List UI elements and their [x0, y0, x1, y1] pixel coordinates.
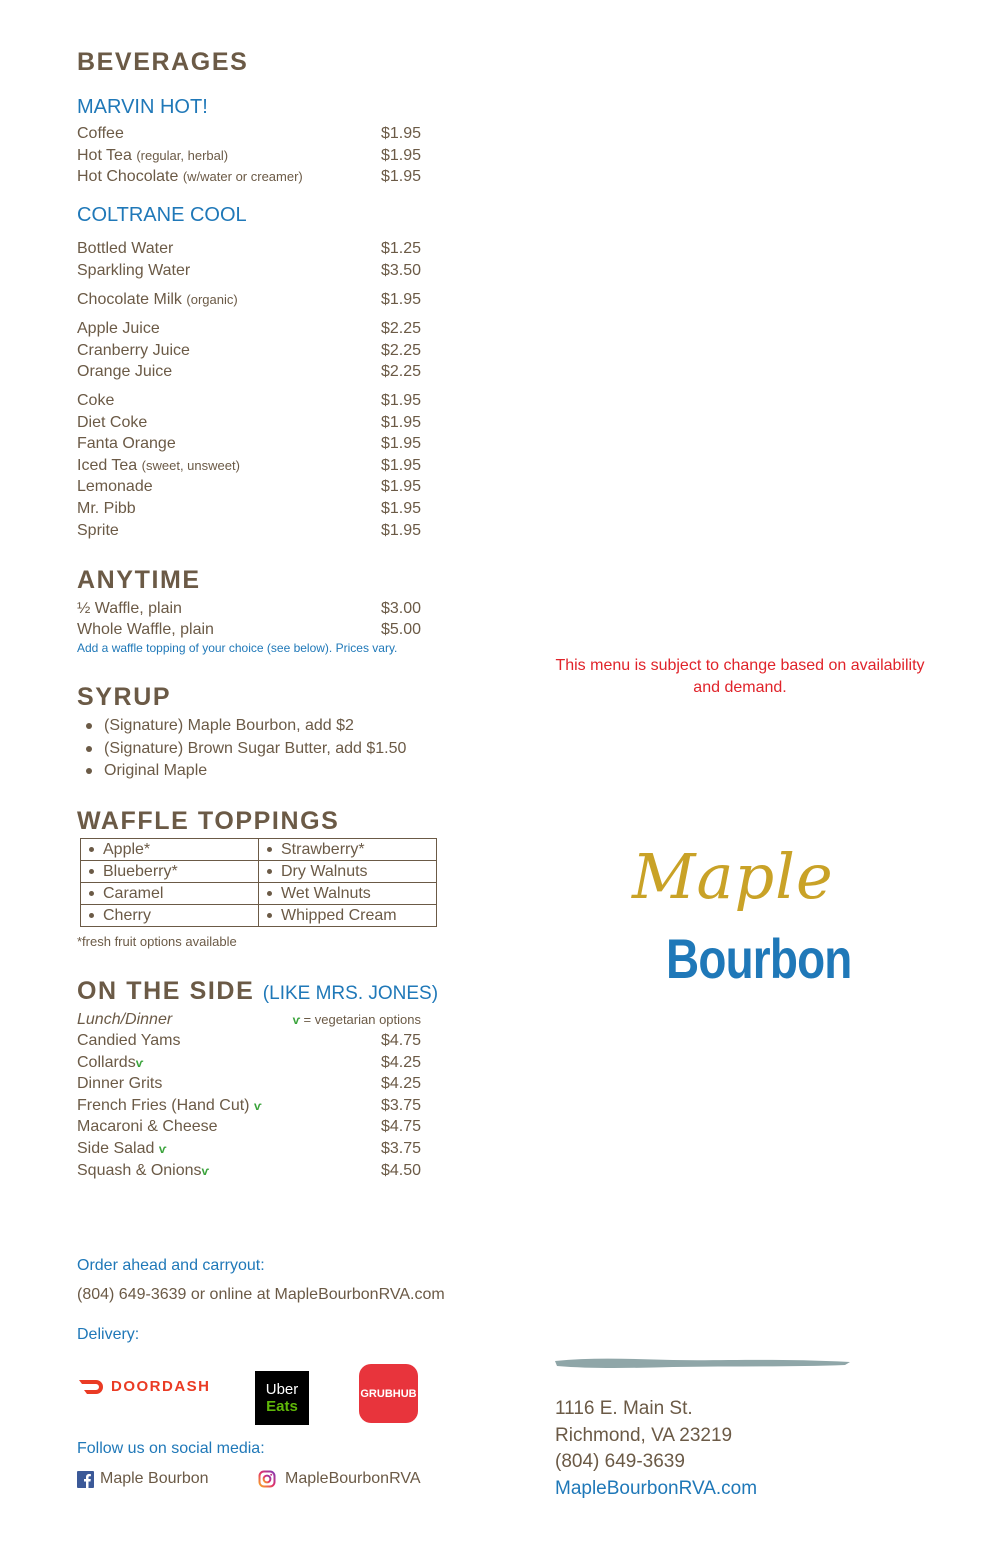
menu-item: Hot Tea (regular, herbal) $1.95 — [77, 147, 421, 164]
veg-icon: ⱱ — [158, 1142, 167, 1156]
menu-item: Chocolate Milk (organic) $1.95 — [77, 291, 421, 308]
address-phone[interactable]: (804) 649-3639 — [555, 1451, 685, 1472]
veg-icon: ⱱ — [253, 1099, 262, 1113]
order-website-link[interactable]: MapleBourbonRVA.com — [274, 1286, 445, 1303]
menu-item: Coffee $1.95 — [77, 125, 421, 142]
bullet-icon — [86, 768, 92, 774]
menu-item: Diet Coke $1.95 — [77, 414, 421, 431]
bullet-icon — [86, 723, 92, 729]
syrup-list — [86, 715, 406, 783]
instagram-icon — [258, 1470, 276, 1488]
veg-icon: ⱱ — [201, 1164, 209, 1178]
menu-item: Dinner Grits $4.25 — [77, 1075, 421, 1092]
menu-item: Cranberry Juice $2.25 — [77, 342, 421, 359]
maple-bourbon-logo — [620, 840, 860, 1000]
table-row — [81, 839, 437, 861]
list-item: (Signature) Maple Bourbon, add $2 — [86, 715, 406, 738]
beverages-heading: BEVERAGES — [77, 48, 249, 76]
menu-item: Coke $1.95 — [77, 392, 421, 409]
facebook-icon — [77, 1471, 94, 1488]
table-cell: Caramel — [81, 883, 259, 905]
bullet-icon — [86, 746, 92, 752]
toppings-footnote: *fresh fruit options available — [77, 934, 237, 949]
menu-item: Mr. Pibb $1.95 — [77, 500, 421, 517]
uber-eats-logo[interactable]: Uber Eats — [255, 1371, 309, 1425]
menu-item: Collardsⱱ $4.25 — [77, 1054, 421, 1071]
veg-icon: ⱱ — [135, 1056, 143, 1070]
menu-item: Squash & Onionsⱱ $4.50 — [77, 1162, 421, 1179]
menu-item: Sprite $1.95 — [77, 522, 421, 539]
menu-item: Lemonade $1.95 — [77, 478, 421, 495]
coltrane-cool-heading: COLTRANE COOL — [77, 204, 247, 226]
availability-notice: This menu is subject to change based on availability and demand. — [555, 657, 925, 696]
table-cell: Wet Walnuts — [259, 883, 437, 905]
order-phone-link[interactable]: (804) 649-3639 — [77, 1286, 187, 1303]
address-city: Richmond, VA 23219 — [555, 1424, 733, 1446]
menu-item: French Fries (Hand Cut) ⱱ $3.75 — [77, 1097, 421, 1114]
menu-item: Hot Chocolate (w/water or creamer) $1.95 — [77, 168, 421, 185]
sides-subheader: Lunch/Dinner ⱱ = vegetarian options — [77, 1011, 421, 1028]
menu-item: Side Salad ⱱ $3.75 — [77, 1140, 421, 1157]
menu-item: Whole Waffle, plain $5.00 — [77, 621, 421, 638]
table-cell: Blueberry* — [81, 861, 259, 883]
toppings-heading: WAFFLE TOPPINGS — [77, 807, 340, 835]
list-item: Original Maple — [86, 760, 406, 783]
toppings-table — [80, 838, 437, 927]
table-cell: Cherry — [81, 905, 259, 927]
address-block — [555, 1396, 757, 1502]
menu-item: Apple Juice $2.25 — [77, 320, 421, 337]
menu-item: Macaroni & Cheese $4.75 — [77, 1118, 421, 1135]
delivery-heading: Delivery: — [77, 1326, 140, 1343]
order-ahead-heading: Order ahead and carryout: — [77, 1257, 265, 1274]
table-cell: Whipped Cream — [259, 905, 437, 927]
order-contact: (804) 649-3639 or online at MapleBourbonRVA.com — [77, 1286, 445, 1303]
table-row — [81, 883, 437, 905]
address-website-link[interactable]: MapleBourbonRVA.com — [555, 1477, 758, 1499]
menu-item: Sparkling Water $3.50 — [77, 262, 421, 279]
grubhub-logo[interactable]: GRUBHUB — [359, 1364, 418, 1423]
menu-item: Iced Tea (sweet, unsweet) $1.95 — [77, 457, 421, 474]
menu-item: Candied Yams $4.75 — [77, 1032, 421, 1049]
table-cell: Apple* — [81, 839, 259, 861]
menu-item: ½ Waffle, plain $3.00 — [77, 600, 421, 617]
facebook-link[interactable]: Maple Bourbon — [77, 1470, 209, 1488]
doordash-logo[interactable]: DOORDASH — [78, 1378, 211, 1395]
table-cell: Dry Walnuts — [259, 861, 437, 883]
logo-bourbon-text: Bourbon — [666, 927, 852, 990]
table-cell: Strawberry* — [259, 839, 437, 861]
social-heading: Follow us on social media: — [77, 1440, 265, 1457]
instagram-link[interactable]: MapleBourbonRVA — [258, 1470, 421, 1488]
menu-item: Fanta Orange $1.95 — [77, 435, 421, 452]
logo-maple-text: Maple — [632, 840, 834, 913]
syrup-heading: SYRUP — [77, 683, 172, 711]
doordash-icon — [78, 1379, 106, 1395]
menu-item: Orange Juice $2.25 — [77, 363, 421, 380]
table-row — [81, 905, 437, 927]
anytime-heading: ANYTIME — [77, 566, 201, 594]
brush-stroke-divider — [553, 1355, 853, 1371]
marvin-hot-heading: MARVIN HOT! — [77, 96, 208, 118]
topping-note: Add a waffle topping of your choice (see below). Prices vary. — [77, 641, 398, 655]
address-street: 1116 E. Main St. — [555, 1398, 693, 1419]
list-item: (Signature) Brown Sugar Butter, add $1.50 — [86, 738, 406, 761]
menu-item: Bottled Water $1.25 — [77, 240, 421, 257]
table-row — [81, 861, 437, 883]
veg-icon: ⱱ — [292, 1013, 300, 1027]
sides-heading: ON THE SIDE (LIKE MRS. JONES) — [77, 977, 439, 1005]
